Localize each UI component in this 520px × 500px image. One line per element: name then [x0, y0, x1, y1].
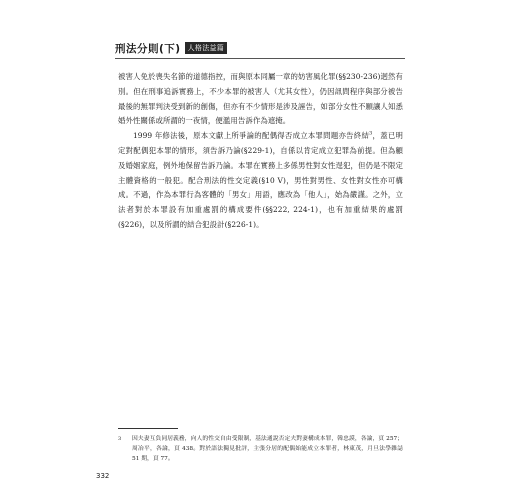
header-rule [115, 58, 405, 59]
main-text [118, 70, 403, 233]
page-number: 332 [96, 472, 110, 480]
footnote [118, 434, 403, 464]
footnote-text: 因夫妻互負同居義務，向人的性交自由受限制，基法通說否定夫對妻構成本罪，韓忠謨，各論，頁 257；周冶平，各論，頁 438。對於語法獨見批評，主張分居的配偶始能成立本罪者，林東茂，月旦法學雜誌 51 期，頁 77。 [132, 436, 403, 462]
running-tag-badge: 人格法益篇 [185, 42, 228, 54]
running-title: 刑法分則(下) [115, 42, 181, 55]
paragraph-2-lead: 1999 年修法後，原本文獻上所爭論的配偶得否成立本罪問題亦告終結 [133, 131, 370, 141]
footnote-rule [118, 428, 178, 429]
paragraph-2-rest: ，蓋已明定對配偶犯本罪的情形，須告訴乃論(§229-1)，自係以肯定成立犯罪為前提。但為顧及婚姻家庭，例外地保留告訴乃論。本罪在實務上多係男性對女性逞犯，但仍是不限定主體資格的一般犯。配合刑法的性交定義(§10 V)，男性對男性、女性對女性亦可構成。不過，作為本罪行為客體的「男女」用語，應改為「他人」，始為嚴謹。之外，立法者對於本罪設有加重處罰的構成要件(§§222, 224-1)，也有加重結果的處罰(§226)，以及所謂的結合犯設計(§226-1)。 [118, 131, 404, 229]
paragraph-1: 被害人免於喪失名節的道德指控，而與原本同屬一章的妨害風化罪(§§230-236)迥然有別。但在刑事追訴實務上，不少本罪的被害人（尤其女性），仍因訊問程序與部分被告最後的無罪判決受到新的創傷，但亦有不少情形是涉及誣告，如部分女性不願讓人知悉婚外性關係或所謂的一夜情，便濫用告訴作為遮掩。 [118, 72, 403, 126]
footnote-ref: 3 [369, 130, 373, 137]
running-header [115, 41, 227, 55]
footnote-mark: 3 [118, 436, 122, 442]
paragraph-2 [118, 129, 403, 233]
